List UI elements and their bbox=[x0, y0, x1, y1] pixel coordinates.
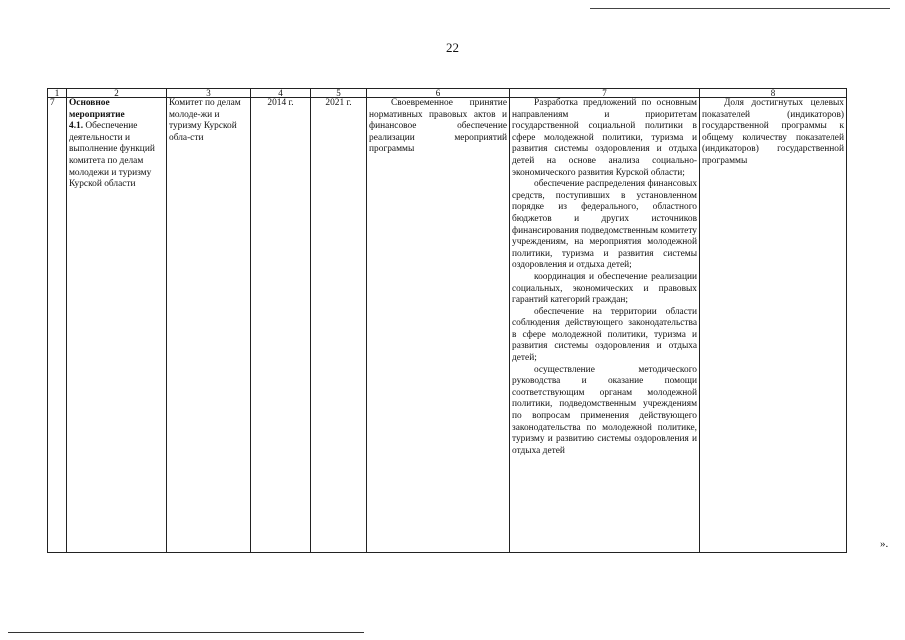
header-cell-7: 7 bbox=[510, 89, 700, 98]
table-row bbox=[48, 98, 847, 553]
event-text: Обеспечение деятельности и выполнение функций комитета по делам молодежи и туризму Курской области bbox=[69, 121, 155, 190]
directions-cell bbox=[510, 98, 700, 553]
direction-paragraph: обеспечение распределения финансовых средств, поступивших в установленном порядке из федерального, областного бюджетов и других источников финансирования подведомственным комитету учреждениям, на мероприятия молодежной политики, туризма и развития системы оздоровления и отдыха детей; bbox=[512, 179, 698, 271]
header-cell-8: 8 bbox=[700, 89, 847, 98]
row-number-cell: 7 bbox=[48, 98, 67, 553]
header-cell-6: 6 bbox=[367, 89, 510, 98]
table-header-row bbox=[48, 89, 847, 98]
indicator-cell: Доля достигнутых целевых показателей (индикаторов) государственной программы к общему количеству показателей (индикаторов) государственной программы bbox=[700, 98, 847, 553]
executor-cell: Комитет по делам молоде-жи и туризму Курской обла-сти bbox=[167, 98, 251, 553]
program-table bbox=[47, 88, 847, 553]
result-cell: Своевременное принятие нормативных правовых актов и финансовое обеспечение реализации мероприятий программы bbox=[367, 98, 510, 553]
header-cell-4: 4 bbox=[251, 89, 311, 98]
page-number: 22 bbox=[446, 40, 459, 55]
header-cell-3: 3 bbox=[167, 89, 251, 98]
bottom-rule bbox=[8, 632, 364, 633]
header-cell-2: 2 bbox=[67, 89, 167, 98]
top-rule bbox=[590, 8, 890, 9]
event-code: 4.1. bbox=[69, 121, 84, 132]
header-cell-5: 5 bbox=[311, 89, 367, 98]
end-year-cell: 2021 г. bbox=[311, 98, 367, 553]
header-cell-1: 1 bbox=[48, 89, 67, 98]
direction-paragraph: осуществление методического руководства и оказание помощи соответствующим органам молодежной политики, подведомственным учреждениям по вопросам применения действующего законодательства по молодежной политике, туризму и развитию системы оздоровления и отдыха детей bbox=[512, 364, 697, 456]
event-cell bbox=[67, 98, 167, 553]
direction-paragraph: Разработка предложений по основным направлениям и приоритетам государственной социальной политики в сфере молодежной политики, туризма и развития системы оздоровления и отдыха детей на основе анализа социально-экономического развития Курской области; bbox=[512, 98, 697, 178]
start-year-cell: 2014 г. bbox=[251, 98, 311, 553]
direction-paragraph: координация и обеспечение реализации социальных, экономических и правовых гарантий категорий граждан; bbox=[512, 271, 697, 306]
direction-paragraph: обеспечение на территории области соблюдения действующего законодательства в сфере молодежной политики, туризма и развития системы оздоровления и отдыха детей; bbox=[512, 306, 697, 364]
event-title: Основное мероприятие bbox=[69, 98, 125, 120]
closing-quote-mark: ». bbox=[880, 538, 889, 550]
